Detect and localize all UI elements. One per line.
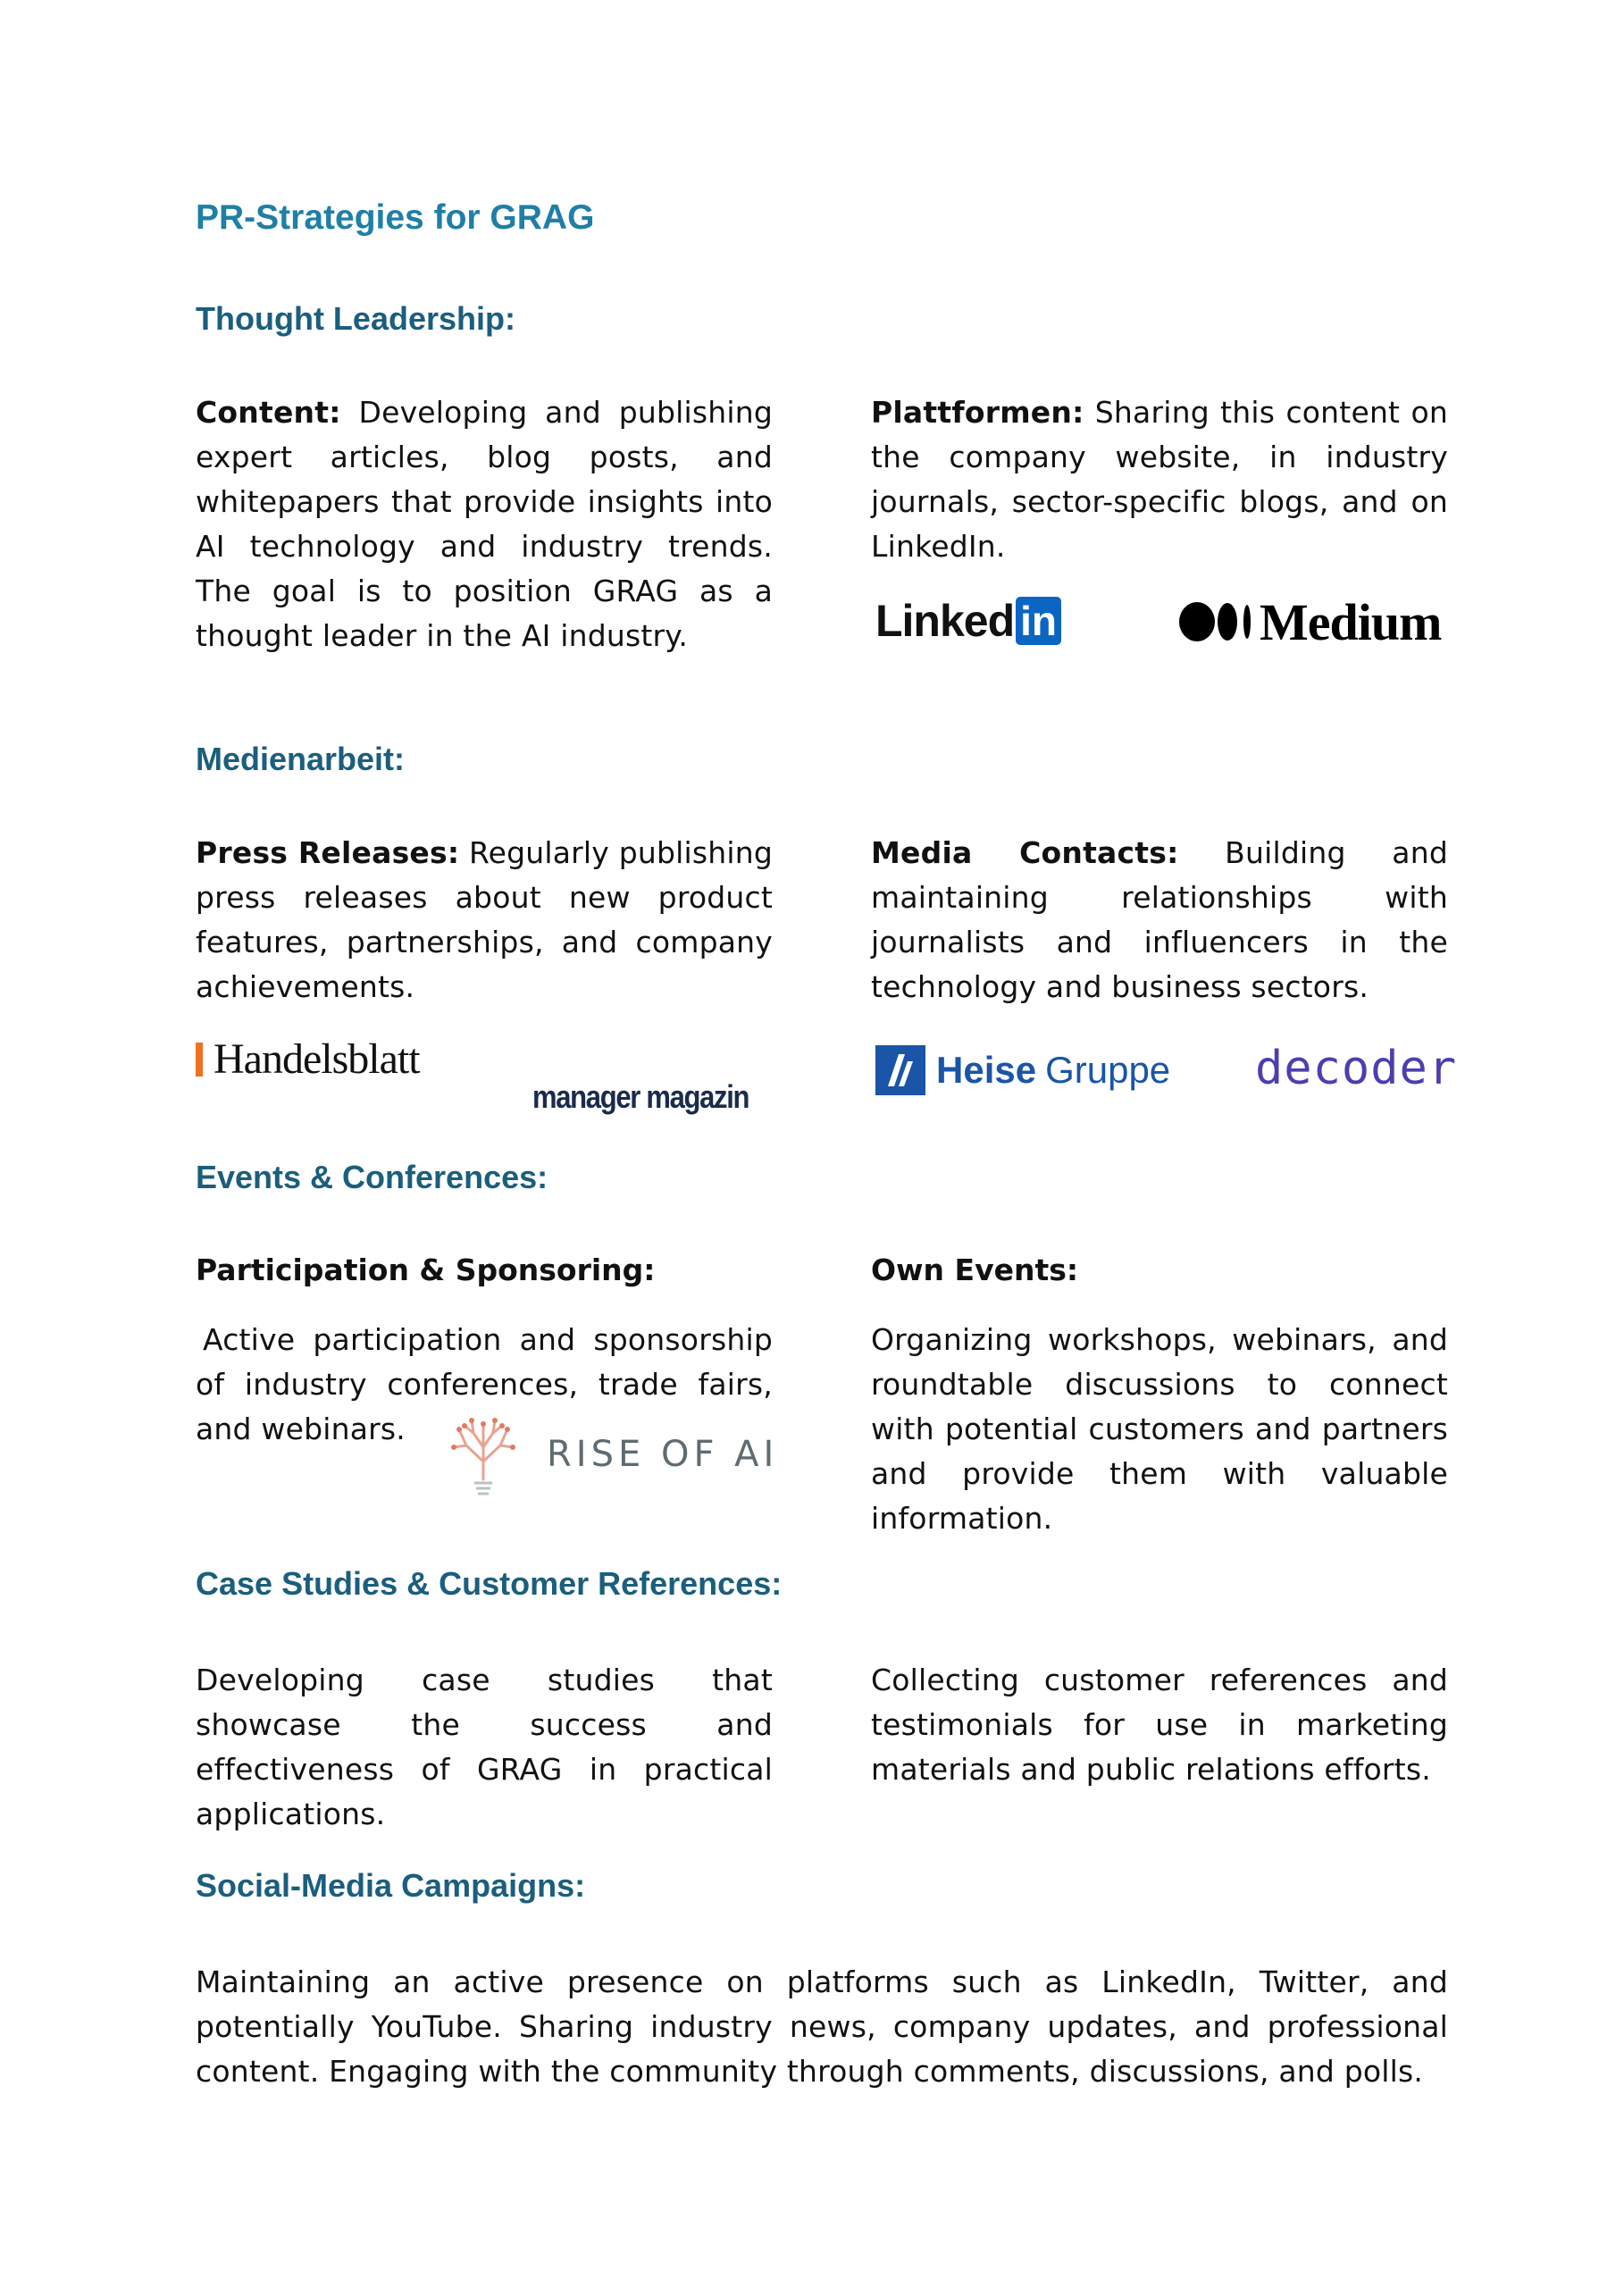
- section-heading-events: Events & Conferences:: [196, 1159, 548, 1195]
- section-heading-case-studies: Case Studies & Customer References:: [196, 1565, 783, 1602]
- press-releases-text: Regularly publishing press releases about new product features, partnerships, and company achievements.: [196, 835, 774, 1004]
- heise-logo-text: Heise: [936, 1049, 1037, 1091]
- linkedin-logo-text: Linked: [875, 596, 1015, 646]
- rise-of-ai-bulb-icon: [447, 1408, 520, 1501]
- linkedin-logo: [875, 595, 1061, 650]
- customer-references-text: Collecting customer references and testimonials for use in marketing materials and public relations efforts.: [871, 1663, 1448, 1787]
- content-paragraph: [196, 390, 773, 658]
- press-releases-label: Press Releases:: [196, 835, 460, 870]
- handelsblatt-bar-icon: [196, 1043, 203, 1076]
- participation-subheading: Participation & Sponsoring:: [196, 1252, 656, 1287]
- press-releases-paragraph: [196, 831, 773, 1009]
- medium-logo-text: Medium: [1260, 592, 1442, 651]
- media-contacts-label: Media Contacts:: [871, 835, 1179, 870]
- heise-gruppe-logo: [875, 1045, 1170, 1095]
- media-contacts-text: Building and maintaining relationships with journalists and influencers in the technology and business sectors.: [871, 835, 1448, 1004]
- own-events-text: Organizing workshops, webinars, and roundtable discussions to connect with potential customers and partners and provide them with valuable information.: [871, 1322, 1448, 1536]
- case-studies-text: Developing case studies that showcase the success and effectiveness of GRAG in practical applications.: [196, 1663, 773, 1831]
- linkedin-in-badge: in: [1016, 597, 1061, 645]
- section-heading-social-media: Social-Media Campaigns:: [196, 1867, 586, 1904]
- media-contacts-paragraph: [871, 831, 1448, 1009]
- platforms-text: Sharing this content on the company website, in industry journals, sector-specific blogs, and on LinkedIn.: [871, 395, 1448, 564]
- rise-of-ai-logo: [447, 1408, 778, 1501]
- manager-magazin-logo: manager magazin: [532, 1078, 749, 1115]
- section-heading-thought-leadership: Thought Leadership:: [196, 300, 515, 337]
- participation-text: Active participation and sponsorship of industry conferences, trade fairs, and webinars.: [196, 1322, 773, 1446]
- handelsblatt-logo: [196, 1035, 420, 1084]
- decoder-logo: decoder: [1255, 1042, 1458, 1095]
- medium-logo: [1179, 593, 1441, 650]
- handelsblatt-logo-text: Handelsblatt: [213, 1035, 420, 1083]
- page-title: PR-Strategies for GRAG: [196, 198, 595, 237]
- platforms-paragraph: [871, 390, 1448, 569]
- heise-icon: [875, 1045, 925, 1095]
- medium-icon: [1179, 599, 1254, 644]
- content-label: Content:: [196, 395, 341, 430]
- social-media-text: Maintaining an active presence on platforms such as LinkedIn, Twitter, and potentially YouTube. Sharing industry news, company updates, and professional content. Engaging with the community through comments, discussions, and polls.: [196, 1964, 1448, 2089]
- content-text: Developing and publishing expert articles, blog posts, and whitepapers that provide insights into AI technology and industry trends. The goal is to position GRAG as a thought leader in the AI industry.: [196, 395, 773, 653]
- gruppe-logo-text: Gruppe: [1045, 1049, 1171, 1091]
- platforms-label: Plattformen:: [871, 395, 1084, 430]
- rise-of-ai-logo-text: RISE OF AI: [547, 1434, 779, 1475]
- section-heading-media: Medienarbeit:: [196, 741, 406, 777]
- own-events-subheading: Own Events:: [871, 1252, 1079, 1287]
